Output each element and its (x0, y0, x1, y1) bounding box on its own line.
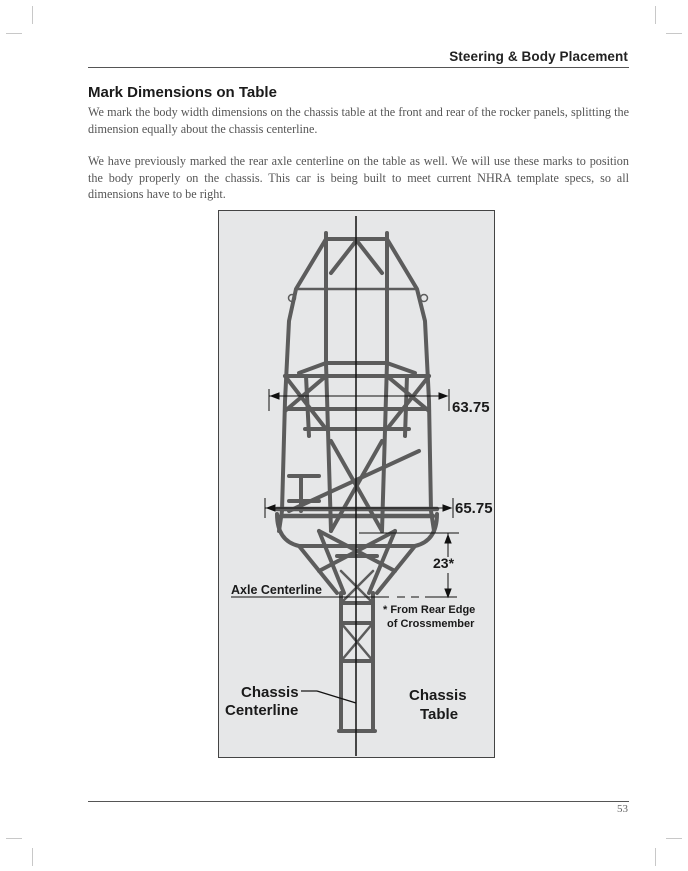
frame-tail-x (341, 571, 373, 661)
crop-mark-top-left-v (32, 6, 33, 24)
chassis-diagram (219, 211, 496, 759)
footnote-line-2: of Crossmember (387, 618, 475, 630)
crop-mark-top-left-h (6, 33, 22, 34)
frame-front-diag-left (331, 241, 356, 273)
chassis-table-label-2: Table (420, 706, 459, 723)
frame-front-diag-right (357, 241, 382, 273)
body-paragraph: We have previously marked the rear axle centerline on the table as well. We will use these marks to position the body properly on the chassis. This car is being built to meet current NHRA template specs, so all dimensions have to be right. (88, 154, 629, 201)
page-number: 53 (617, 803, 628, 815)
chassis-table-label-1: Chassis (409, 687, 467, 704)
section-heading: Mark Dimensions on Table (88, 84, 277, 101)
frame-outer-right (387, 239, 434, 531)
crop-mark-bottom-right-v (655, 848, 656, 866)
chassis-diagram-figure (218, 210, 495, 758)
frame-mount-right (421, 295, 428, 302)
crop-mark-bottom-right-h (666, 838, 682, 839)
frame-rear-bumper (277, 514, 437, 546)
frame-tail-crossbars (341, 603, 373, 661)
crop-mark-top-right-v (655, 6, 656, 24)
crop-mark-top-right-h (666, 33, 682, 34)
rear-width-label: 65.75 (455, 500, 493, 517)
footer-rule (88, 801, 629, 802)
axle-centerline-label: Axle Centerline (231, 583, 323, 597)
running-header: Steering & Body Placement (449, 49, 628, 64)
header-rule (88, 67, 629, 68)
footnote-line-1: * From Rear Edge (383, 604, 476, 616)
chassis-centerline-label-2: Centerline (225, 702, 299, 719)
centerline-leader-diag (317, 691, 356, 703)
frame-rear-cross (319, 531, 395, 571)
front-width-label: 63.75 (452, 399, 490, 416)
crop-mark-bottom-left-h (6, 838, 22, 839)
body-paragraph: We mark the body width dimensions on the chassis table at the front and rear of the rocker panels, splitting the dimension equally about the chassis centerline. (88, 105, 629, 136)
chassis-frame (277, 233, 437, 731)
crop-mark-bottom-left-v (32, 848, 33, 866)
chassis-centerline-label-1: Chassis (241, 684, 299, 701)
axle-offset-label: 23* (433, 555, 455, 571)
